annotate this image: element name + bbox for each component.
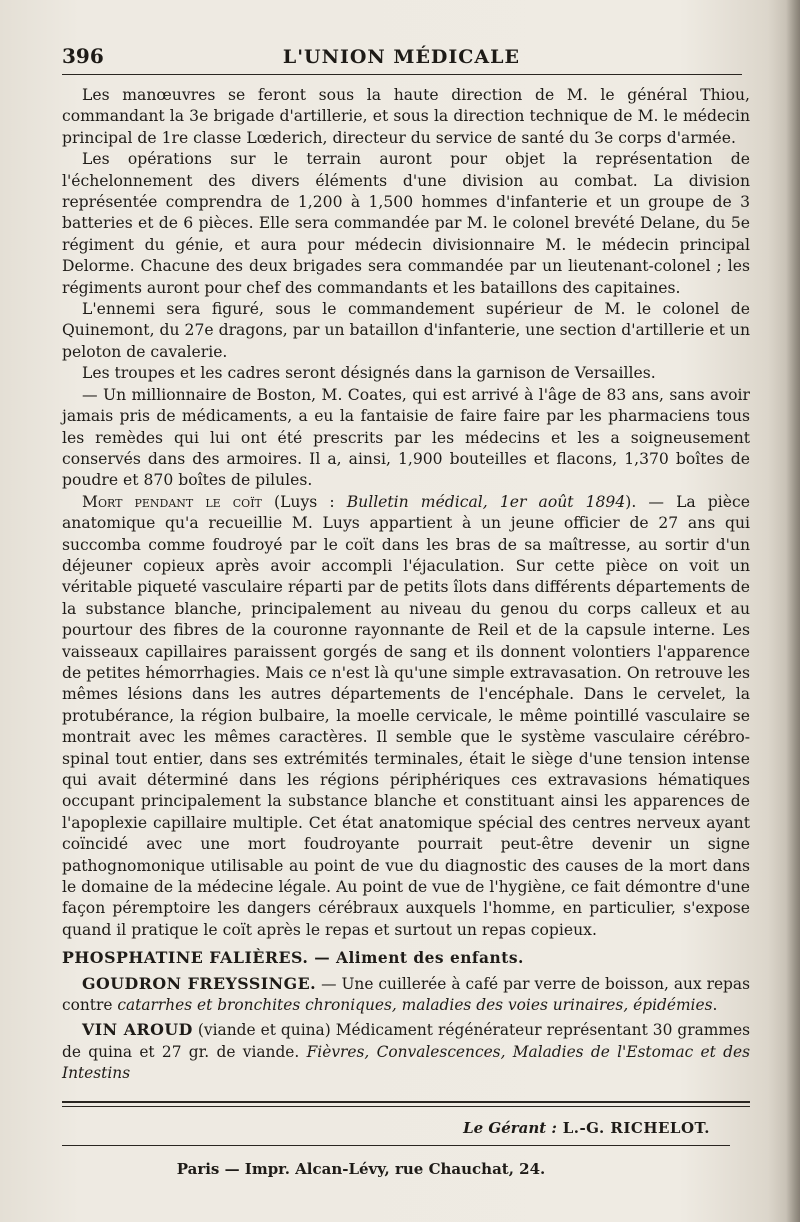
page-body <box>62 85 750 1085</box>
paragraph: Les opérations sur le terrain auront pour objet la représentation de l'échelonnement des divers éléments d'une division au combat. La division représentée comprendra de 1,200 à 1,500 hommes d'infanterie et un groupe de 3 batteries et de 6 pièces. Elle sera commandée par M. le colonel brevété Delane, du 5e régiment du génie, et aura pour médecin divisionnaire M. le médecin principal Delorme. Chacune des deux brigades sera commandée par un lieutenant-colonel ; les régiments auront pour chef des commandants et les bataillons des capitaines. <box>62 150 750 297</box>
gerant-line <box>62 1119 710 1137</box>
ad-text: (viande et quina) Médicament régénérateur représentant 30 grammes de quina et 27 gr. de viande. <box>62 1021 750 1061</box>
ad-text: — Aliment des enfants. <box>308 949 524 968</box>
ad-end: . <box>712 996 718 1015</box>
printer-imprint: Paris — Impr. Alcan-Lévy, rue Chauchat, 24. <box>176 1159 546 1178</box>
page-number: 396 <box>62 44 104 68</box>
article-source-prefix: (Luys : <box>273 492 347 511</box>
paragraph: Les troupes et les cadres seront désignés dans la garnison de Versailles. <box>82 364 656 383</box>
paragraph: Les manœuvres se feront sous la haute direction de M. le général Thiou, commandant la 3e brigade d'artillerie, et sous la direction technique de M. le médecin principal de 1re classe Lœderich, directeur du service de santé du 3e corps d'armée. <box>62 86 750 147</box>
footer-rule <box>62 1106 750 1107</box>
page-header <box>62 44 750 68</box>
ad-text: — Une cuillerée à café par verre de boisson, aux repas contre <box>62 974 750 1015</box>
bottom-rule <box>62 1145 730 1146</box>
header-rule <box>62 74 742 75</box>
ad-name: PHOSPHATINE FALIÈRES. <box>62 948 309 968</box>
journal-title: L'UNION MÉDICALE <box>282 46 520 68</box>
paragraph: L'ennemi sera figuré, sous le commandement supérieur de M. le colonel de Quinemont, du 27e dragons, par un bataillon d'infanterie, une section d'artillerie et un peloton de cavalerie. <box>62 300 750 361</box>
article-paragraph <box>62 492 750 942</box>
advertisement <box>62 947 750 969</box>
advertisement <box>62 1019 750 1084</box>
ad-name: VIN AROUD <box>82 1020 193 1040</box>
advertisement <box>62 973 750 1017</box>
gerant-label: Le Gérant : <box>463 1118 557 1137</box>
footer-rule <box>62 1101 750 1103</box>
article-title: Mort pendant le coït <box>82 492 262 511</box>
article-source-suffix: ). — <box>625 492 677 511</box>
article-text: La pièce anatomique qu'a recueillie M. Luys appartient à un jeune officier de 27 ans qui succomba comme foudroyé par le coït dans les bras de sa maîtresse, au sortir d'un déjeuner copieux après avoir accompli l'éjaculation. Sur cette pièce on voit un véritable piqueté vasculaire réparti par de petits îlots dans différents départements de la substance blanche, principalement au niveau du genou du corps calleux et au pourtour des fibres de la couronne rayonnante de Reil et de la capsule interne. Les vaisseaux capillaires paraissent gorgés de sang et ils donnent volontiers l'apparence de petites hémorrhagies. Mais ce n'est là qu'une simple extravasation. On retrouve les mêmes lésions dans les autres départements de l'encéphale. Dans le cervelet, la protubérance, la région bulbaire, la moelle cervicale, le même pointillé vasculaire se montrait avec les mêmes caractères. Il semble que le système vasculaire cérébro-spinal tout entier, dans ses extrémités terminales, était le siège d'une tension intense qui avait déterminé dans les régions périphériques ces extravasions hématiques occupant principalement la substance blanche et constituant ainsi les apparences de l'apoplexie capillaire multiple. Cet état anatomique spécial des centres nerveux ayant coïncidé avec une mort foudroyante pourrait peut-être devenir un signe pathognomonique utilisable au point de vue du diagnostic des causes de la mort dans le domaine de la médecine légale. Au point de vue de l'hygiène, ce fait démontre d'une façon péremptoire les dangers cérébraux auxquels l'homme, en particulier, s'expose quand il pratique le coït après le repas et surtout un repas copieux. <box>62 492 750 939</box>
article-source-date: , 1er août 1894 <box>482 492 626 511</box>
ad-italic: Fièvres, Convalescences, Maladies de l'Estomac et des Intestins <box>62 1042 750 1083</box>
ad-italic: catarrhes et bronchites chroniques, maladies des voies urinaires, épidémies <box>117 996 713 1015</box>
paragraph: — Un millionnaire de Boston, M. Coates, qui est arrivé à l'âge de 83 ans, sans avoir jamais pris de médicaments, a eu la fantaisie de faire faire par les pharmaciens tous les remèdes qui lui ont été prescrits par les médecins et les a soigneusement conservés dans des armoires. Il a, ainsi, 1,900 bouteilles et flacons, 1,370 boîtes de poudre et 870 boîtes de pilules. <box>62 385 750 490</box>
gerant-name: L.-G. RICHELOT. <box>556 1118 710 1137</box>
article-source-journal: Bulletin médical <box>346 492 483 511</box>
ad-name: GOUDRON FREYSSINGE. <box>82 973 317 993</box>
